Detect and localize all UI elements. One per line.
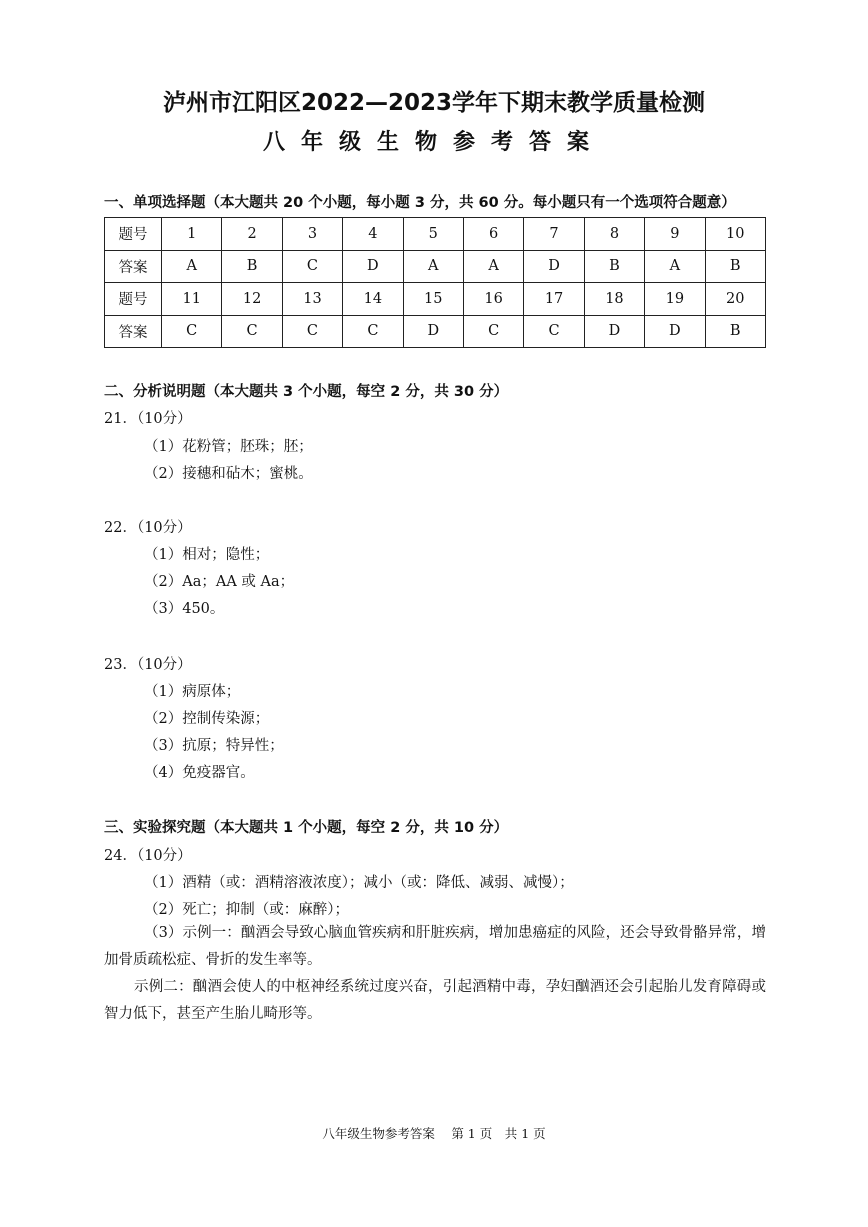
q24-item: （2）死亡；抑制（或：麻醉）； (144, 902, 349, 918)
table-cell: 12 (222, 283, 282, 316)
table-cell: 8 (584, 218, 644, 251)
table-cell: 7 (524, 218, 584, 251)
table-row (105, 315, 766, 348)
table-cell: B (584, 250, 644, 283)
q22-item: （2）Aa；AA 或 Aa； (144, 574, 295, 590)
table-cell: 11 (162, 283, 222, 316)
table-cell: C (282, 250, 342, 283)
row-label: 答案 (105, 250, 162, 283)
table-cell: 6 (463, 218, 523, 251)
table-cell: 13 (282, 283, 342, 316)
table-cell: A (463, 250, 523, 283)
table-cell: 4 (343, 218, 403, 251)
q23-item: （1）病原体； (144, 684, 241, 700)
table-cell: C (343, 315, 403, 348)
q24-example-one: （3）示例一：酗酒会导致心脑血管疾病和肝脏疾病，增加患癌症的风险，还会导致骨骼异常，增加骨质疏松症、骨折的发生率等。 (104, 925, 766, 968)
table-row (105, 218, 766, 251)
table-cell: A (403, 250, 463, 283)
q21-item: （2）接穗和砧木；蜜桃。 (144, 466, 313, 482)
q21-title: 21．（10分） (104, 411, 192, 427)
table-cell: 15 (403, 283, 463, 316)
q22-item: （1）相对；隐性； (144, 547, 270, 563)
row-label: 答案 (105, 315, 162, 348)
row-label: 题号 (105, 218, 162, 251)
q24-item: （1）酒精（或：酒精溶液浓度）；减小（或：降低、减弱、减慢）； (144, 875, 574, 891)
q22-title: 22．（10分） (104, 520, 192, 536)
q24-example-two: 示例二：酗酒会使人的中枢神经系统过度兴奋，引起酒精中毒，孕妇酗酒还会引起胎儿发育障碍或智力低下，甚至产生胎儿畸形等。 (104, 979, 766, 1022)
table-cell: D (524, 250, 584, 283)
q23-item: （4）免疫器官。 (144, 765, 255, 781)
section2-heading: 二、分析说明题（本大题共 3 个小题，每空 2 分，共 30 分） (104, 384, 509, 400)
document-subtitle: 八年级生物参考答案 (262, 130, 605, 155)
table-cell: D (403, 315, 463, 348)
table-cell: D (645, 315, 705, 348)
table-cell: 18 (584, 283, 644, 316)
table-cell: 3 (282, 218, 342, 251)
table-cell: D (343, 250, 403, 283)
table-cell: C (222, 315, 282, 348)
table-cell: 17 (524, 283, 584, 316)
table-cell: 16 (463, 283, 523, 316)
table-row (105, 283, 766, 316)
table-cell: 19 (645, 283, 705, 316)
table-cell: 5 (403, 218, 463, 251)
table-cell: C (463, 315, 523, 348)
row-label: 题号 (105, 283, 162, 316)
q23-item: （3）抗原；特异性； (144, 738, 284, 754)
table-row (105, 250, 766, 283)
section1-heading: 一、单项选择题（本大题共 20 个小题，每小题 3 分，共 60 分。每小题只有一个选项符合题意） (104, 195, 736, 211)
table-cell: B (222, 250, 282, 283)
q21-item: （1）花粉管；胚珠；胚； (144, 439, 313, 455)
q23-title: 23．（10分） (104, 657, 192, 673)
table-cell: 9 (645, 218, 705, 251)
table-cell: A (162, 250, 222, 283)
q22-item: （3）450。 (144, 601, 225, 617)
table-cell: 14 (343, 283, 403, 316)
table-cell: 2 (222, 218, 282, 251)
table-cell: 10 (705, 218, 765, 251)
table-cell: 1 (162, 218, 222, 251)
table-cell: 20 (705, 283, 765, 316)
table-cell: B (705, 250, 765, 283)
answer-table (104, 217, 766, 348)
table-cell: C (524, 315, 584, 348)
table-cell: C (162, 315, 222, 348)
table-cell: D (584, 315, 644, 348)
section3-heading: 三、实验探究题（本大题共 1 个小题，每空 2 分，共 10 分） (104, 820, 509, 836)
q24-title: 24．（10分） (104, 848, 192, 864)
page-footer: 八年级生物参考答案 第 1 页 共 1 页 (322, 1126, 546, 1141)
document-title: 泸州市江阳区2022—2023学年下期末教学质量检测 (162, 90, 706, 116)
table-cell: C (282, 315, 342, 348)
q23-item: （2）控制传染源； (144, 711, 270, 727)
table-cell: A (645, 250, 705, 283)
table-cell: B (705, 315, 765, 348)
